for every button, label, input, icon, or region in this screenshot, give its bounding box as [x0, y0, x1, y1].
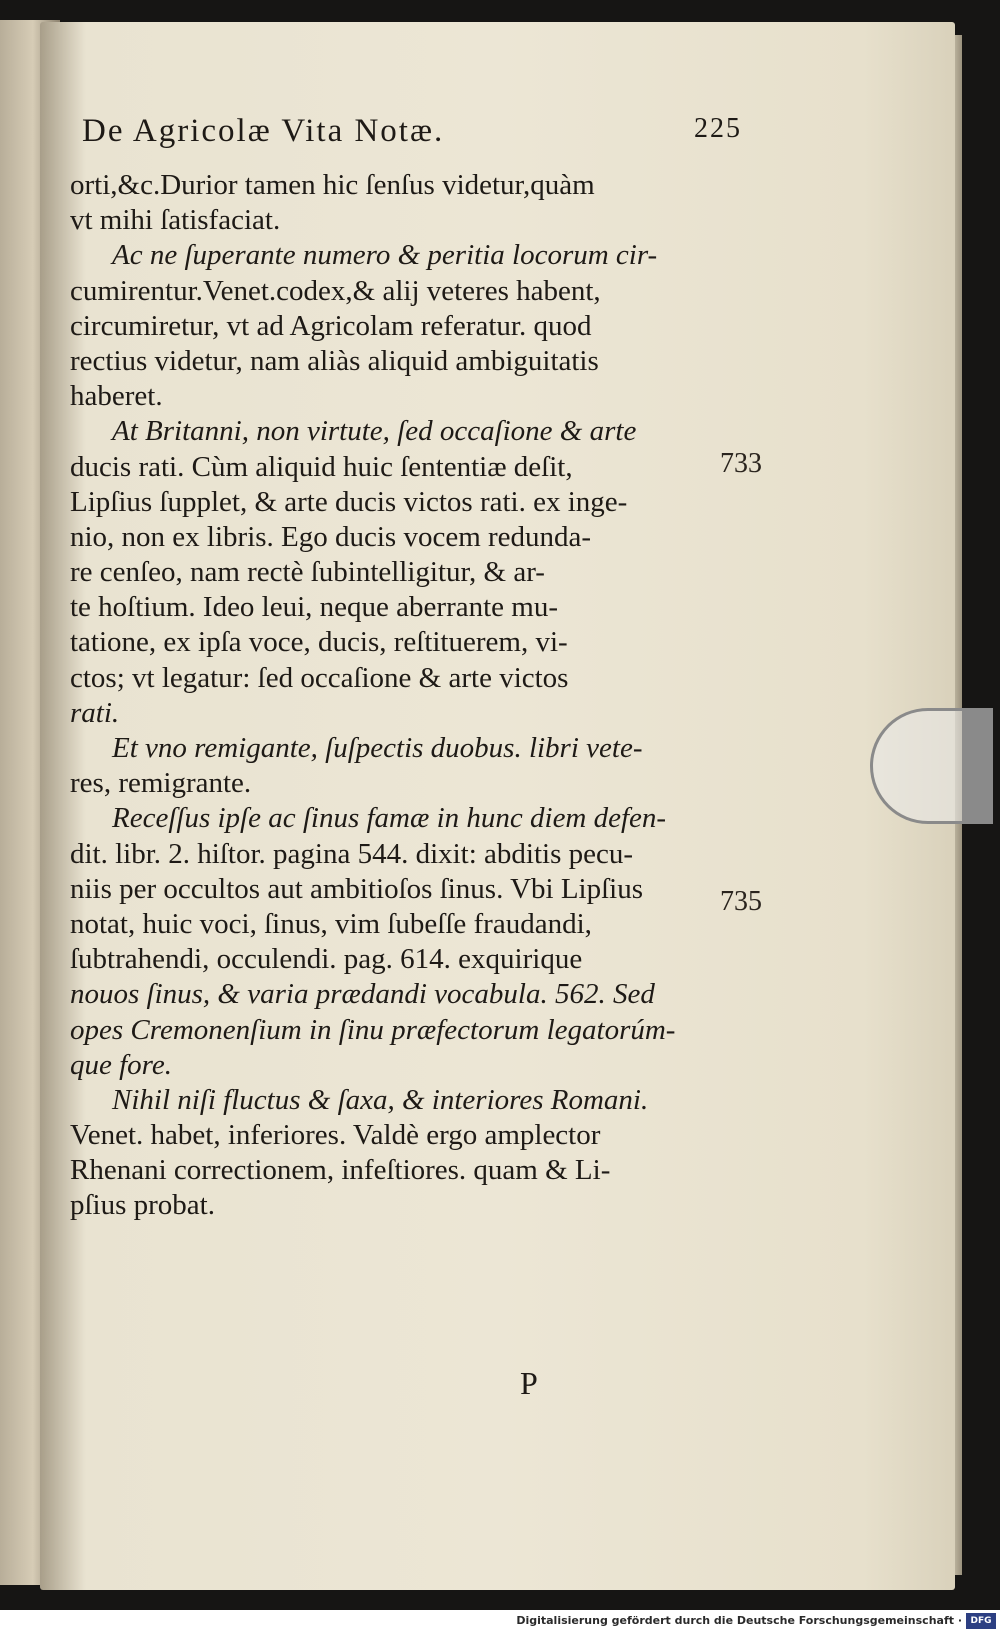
text-line: te hoſtium. Ideo leui, neque aberrante mu-	[70, 591, 558, 624]
text-line: Lipſius ſupplet, & arte ducis victos rati. ex inge-	[70, 485, 628, 518]
text-line: ſubtrahendi, occulendi. pag. 614. exquirique	[70, 943, 583, 976]
text-line: que fore.	[70, 1048, 173, 1081]
text-line: Nihil niſi fluctus & ſaxa, & interiores Romani.	[112, 1083, 649, 1116]
text-line: rectius videtur, nam aliàs aliquid ambiguitatis	[70, 344, 599, 377]
text-line: haberet.	[70, 380, 163, 413]
text-line: orti,&c.Durior tamen hic ſenſus videtur,quàm	[70, 169, 595, 201]
text-line: res, remigrante.	[70, 767, 252, 800]
text-line: re cenſeo, nam rectè ſubintelligitur, & ar-	[70, 556, 545, 589]
text-line: Venet. habet, inferiores. Valdè ergo amplector	[70, 1119, 601, 1152]
text-line: nio, non ex libris. Ego ducis vocem redunda-	[70, 520, 592, 553]
text-line: Et vno remigante, ſuſpectis duobus. libri vete-	[112, 732, 643, 764]
margin-note-number: 735	[720, 886, 762, 917]
page-number: 225	[694, 113, 742, 144]
body-text	[70, 168, 770, 1224]
text-line: niis per occultos aut ambitioſos ſinus. Vbi Lipſius	[70, 872, 643, 905]
margin-note-number: 733	[720, 448, 762, 479]
text-line: cumirentur.Venet.codex,& alij veteres habent,	[70, 274, 601, 307]
text-line: notat, huic voci, ſinus, vim ſubeſſe fraudandi,	[70, 907, 592, 940]
dfg-logo-icon: DFG	[966, 1613, 996, 1629]
text-line: dit. libr. 2. hiſtor. pagina 544. dixit: abditis pecu-	[70, 837, 634, 870]
footer-bar	[0, 1610, 1000, 1633]
text-line: nouos ſinus, & varia prædandi vocabula. 562. Sed	[70, 978, 655, 1011]
text-line: tatione, ex ipſa voce, ducis, reſtituerem, vi-	[70, 626, 568, 659]
text-line: At Britanni, non virtute, ſed occaſione & arte	[112, 415, 637, 448]
text-line: opes Cremonenſium in ſinu præfectorum legatorúm-	[70, 1013, 676, 1046]
text-line: vt mihi ſatisfaciat.	[70, 204, 281, 237]
signature-mark: P	[520, 1365, 538, 1401]
text-line: Ac ne ſuperante numero & peritia locorum cir-	[112, 239, 658, 272]
text-line: pſius probat.	[70, 1189, 215, 1222]
text-line: Receſſus ipſe ac ſinus famæ in hunc diem defen-	[112, 802, 667, 835]
footer-credit: Digitalisierung gefördert durch die Deutsche Forschungsgemeinschaft ·	[516, 1614, 962, 1627]
text-line: ducis rati. Cùm aliquid huic ſententiæ deſit,	[70, 450, 573, 483]
text-line: rati.	[70, 696, 120, 729]
page-clip	[870, 708, 993, 824]
text-line: circumiretur, vt ad Agricolam referatur. quod	[70, 309, 592, 342]
running-header	[82, 113, 742, 150]
text-line: ctos; vt legatur: ſed occaſione & arte victos	[70, 661, 569, 694]
header-title: De Agricolæ Vita Notæ.	[82, 113, 445, 149]
text-line: Rhenani correctionem, infeſtiores. quam & Li-	[70, 1154, 611, 1187]
